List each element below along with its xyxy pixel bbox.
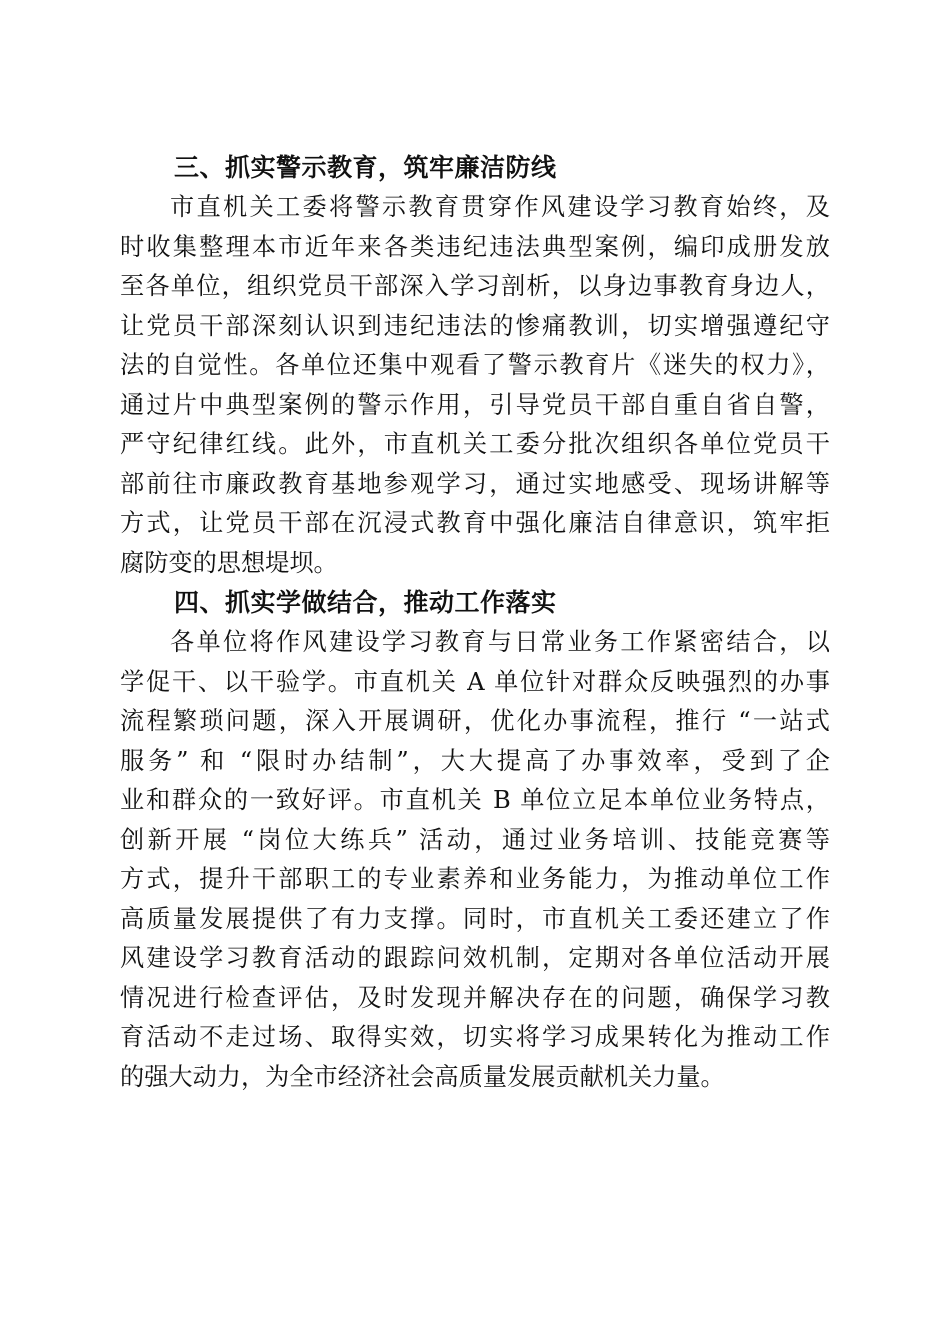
paragraph-line: 高质量发展提供了有力支撑。同时，市直机关工委还建立了作: [120, 904, 830, 933]
paragraph-line: 流程繁琐问题，深入开展调研，优化办事流程，推行 “一站式: [120, 707, 830, 735]
paragraph-line: 腐防变的思想堤坝。: [120, 548, 338, 577]
paragraph-line: 法的自觉性。各单位还集中观看了警示教育片《迷失的权力》，: [120, 351, 830, 379]
paragraph-line: 让党员干部深刻认识到违纪违法的惨痛教训，切实增强遵纪守: [120, 311, 830, 340]
section-heading: 三、抓实警示教育，筑牢廉洁防线: [174, 153, 557, 182]
section-learning-practice: [120, 583, 830, 1097]
section-paragraph: [120, 623, 830, 1097]
paragraph-line: 业和群众的一致好评。市直机关 B 单位立足本单位业务特点，: [120, 786, 830, 814]
paragraph-line: 服务” 和 “限时办结制”，大大提高了办事效率，受到了企: [120, 746, 830, 775]
paragraph-line: 方式，提升干部职工的专业素养和业务能力，为推动单位工作: [120, 865, 830, 893]
paragraph-line: 学促干、以干验学。市直机关 A 单位针对群众反映强烈的办事: [120, 667, 830, 696]
paragraph-line: 方式，让党员干部在沉浸式教育中强化廉洁自律意识，筑牢拒: [120, 509, 830, 537]
document-body: [120, 148, 830, 1097]
paragraph-line: 各单位将作风建设学习教育与日常业务工作紧密结合，以: [170, 628, 830, 656]
paragraph-line: 的强大动力，为全市经济社会高质量发展贡献机关力量。: [120, 1062, 725, 1091]
paragraph-line: 创新开展 “岗位大练兵” 活动，通过业务培训、技能竞赛等: [120, 825, 830, 854]
paragraph-line: 通过片中典型案例的警示作用，引导党员干部自重自省自警，: [120, 390, 830, 419]
section-heading: 四、抓实学做结合，推动工作落实: [174, 588, 557, 617]
paragraph-line: 育活动不走过场、取得实效，切实将学习成果转化为推动工作: [120, 1023, 830, 1051]
paragraph-line: 情况进行检查评估，及时发现并解决存在的问题，确保学习教: [120, 983, 830, 1012]
section-paragraph: [120, 188, 830, 583]
paragraph-line: 市直机关工委将警示教育贯穿作风建设学习教育始终，及: [170, 193, 830, 221]
paragraph-line: 时收集整理本市近年来各类违纪违法典型案例，编印成册发放: [120, 232, 830, 261]
paragraph-line: 风建设学习教育活动的跟踪问效机制，定期对各单位活动开展: [120, 944, 830, 972]
section-warning-education: [120, 148, 830, 583]
paragraph-line: 至各单位，组织党员干部深入学习剖析，以身边事教育身边人，: [120, 272, 830, 300]
paragraph-line: 部前往市廉政教育基地参观学习，通过实地感受、现场讲解等: [120, 469, 830, 498]
paragraph-line: 严守纪律红线。此外，市直机关工委分批次组织各单位党员干: [120, 430, 830, 458]
